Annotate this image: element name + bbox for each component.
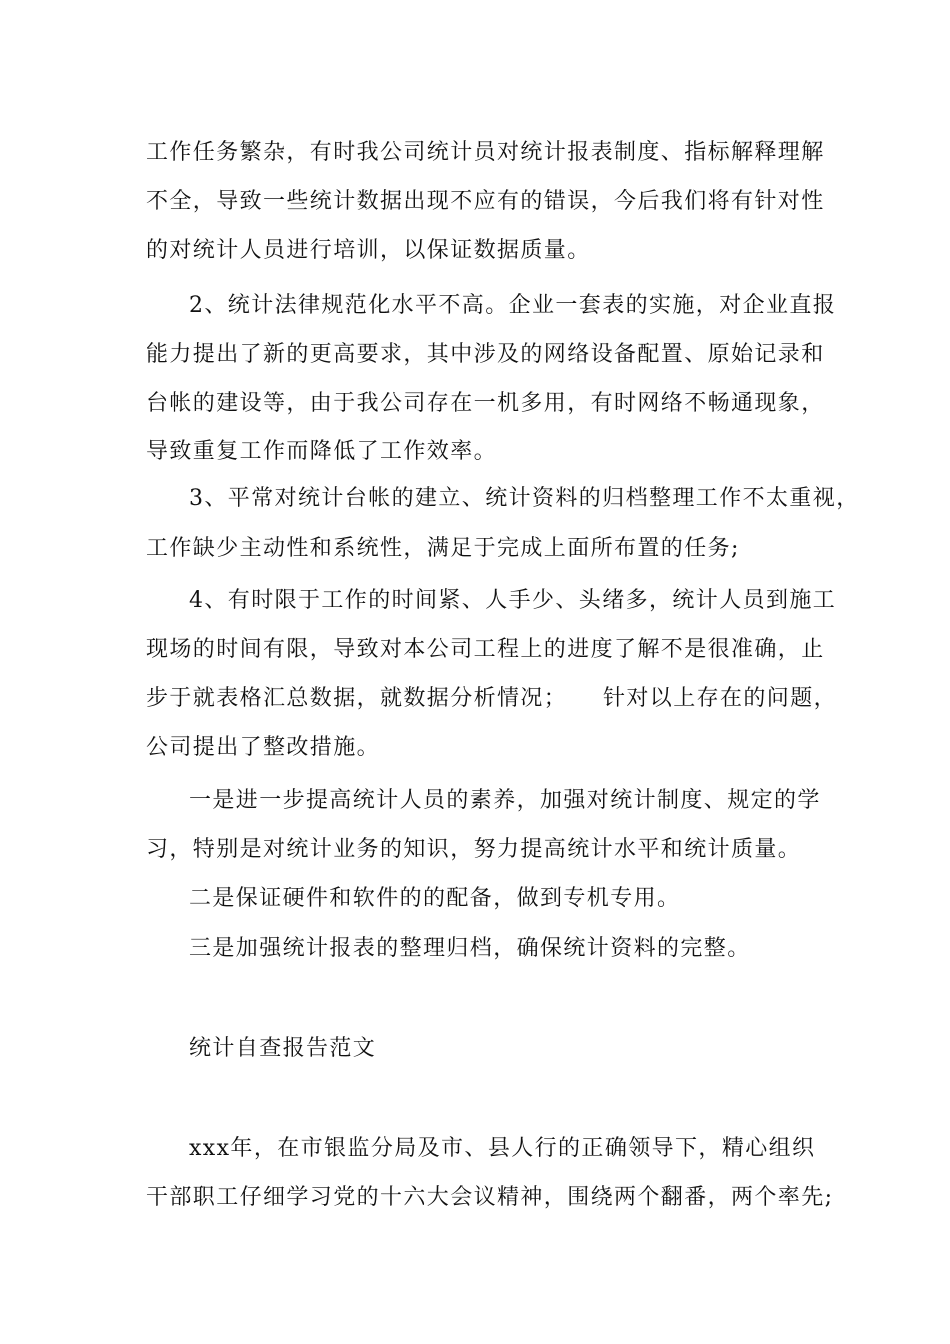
text-line: 习，特别是对统计业务的知识，努力提高统计水平和统计质量。 (146, 837, 802, 862)
text-line: 公司提出了整改措施。 (146, 735, 381, 760)
text-line: 的对统计人员进行培训，以保证数据质量。 (146, 238, 591, 263)
paragraph-first-line: 4、有时限于工作的时间紧、人手少、头绪多，统计人员到施工 (189, 588, 837, 613)
text-line: 导致重复工作而降低了工作效率。 (146, 439, 498, 464)
paragraph-first-line: 三是加强统计报表的整理归档，确保统计资料的完整。 (189, 936, 751, 961)
text-line: 现场的时间有限，导致对本公司工程上的进度了解不是很准确，止 (146, 637, 825, 662)
paragraph-first-line: 二是保证硬件和软件的的配备，做到专机专用。 (189, 886, 681, 911)
paragraph-first-line: 一是进一步提高统计人员的素养，加强对统计制度、规定的学 (189, 788, 821, 813)
text-line: 不全，导致一些统计数据出现不应有的错误，今后我们将有针对性 (146, 189, 825, 214)
text-line: 步于就表格汇总数据，就数据分析情况； 针对以上存在的问题， (146, 686, 838, 711)
section-heading: 统计自查报告范文 (189, 1036, 377, 1061)
paragraph-first-line: xxx年，在市银监分局及市、县人行的正确领导下，精心组织 (189, 1136, 816, 1161)
text-line: 台帐的建设等，由于我公司存在一机多用，有时网络不畅通现象， (146, 391, 825, 416)
text-line: 工作缺少主动性和系统性，满足于完成上面所布置的任务; (146, 536, 740, 561)
text-line: 能力提出了新的更高要求，其中涉及的网络设备配置、原始记录和 (146, 342, 825, 367)
paragraph-first-line: 2、统计法律规范化水平不高。企业一套表的实施，对企业直报 (189, 293, 837, 318)
text-line: 工作任务繁杂，有时我公司统计员对统计报表制度、指标解释理解 (146, 140, 825, 165)
paragraph-first-line: 3、平常对统计台帐的建立、统计资料的归档整理工作不太重视， (189, 486, 860, 511)
text-line: 干部职工仔细学习党的十六大会议精神，围绕两个翻番，两个率先; (146, 1185, 834, 1210)
